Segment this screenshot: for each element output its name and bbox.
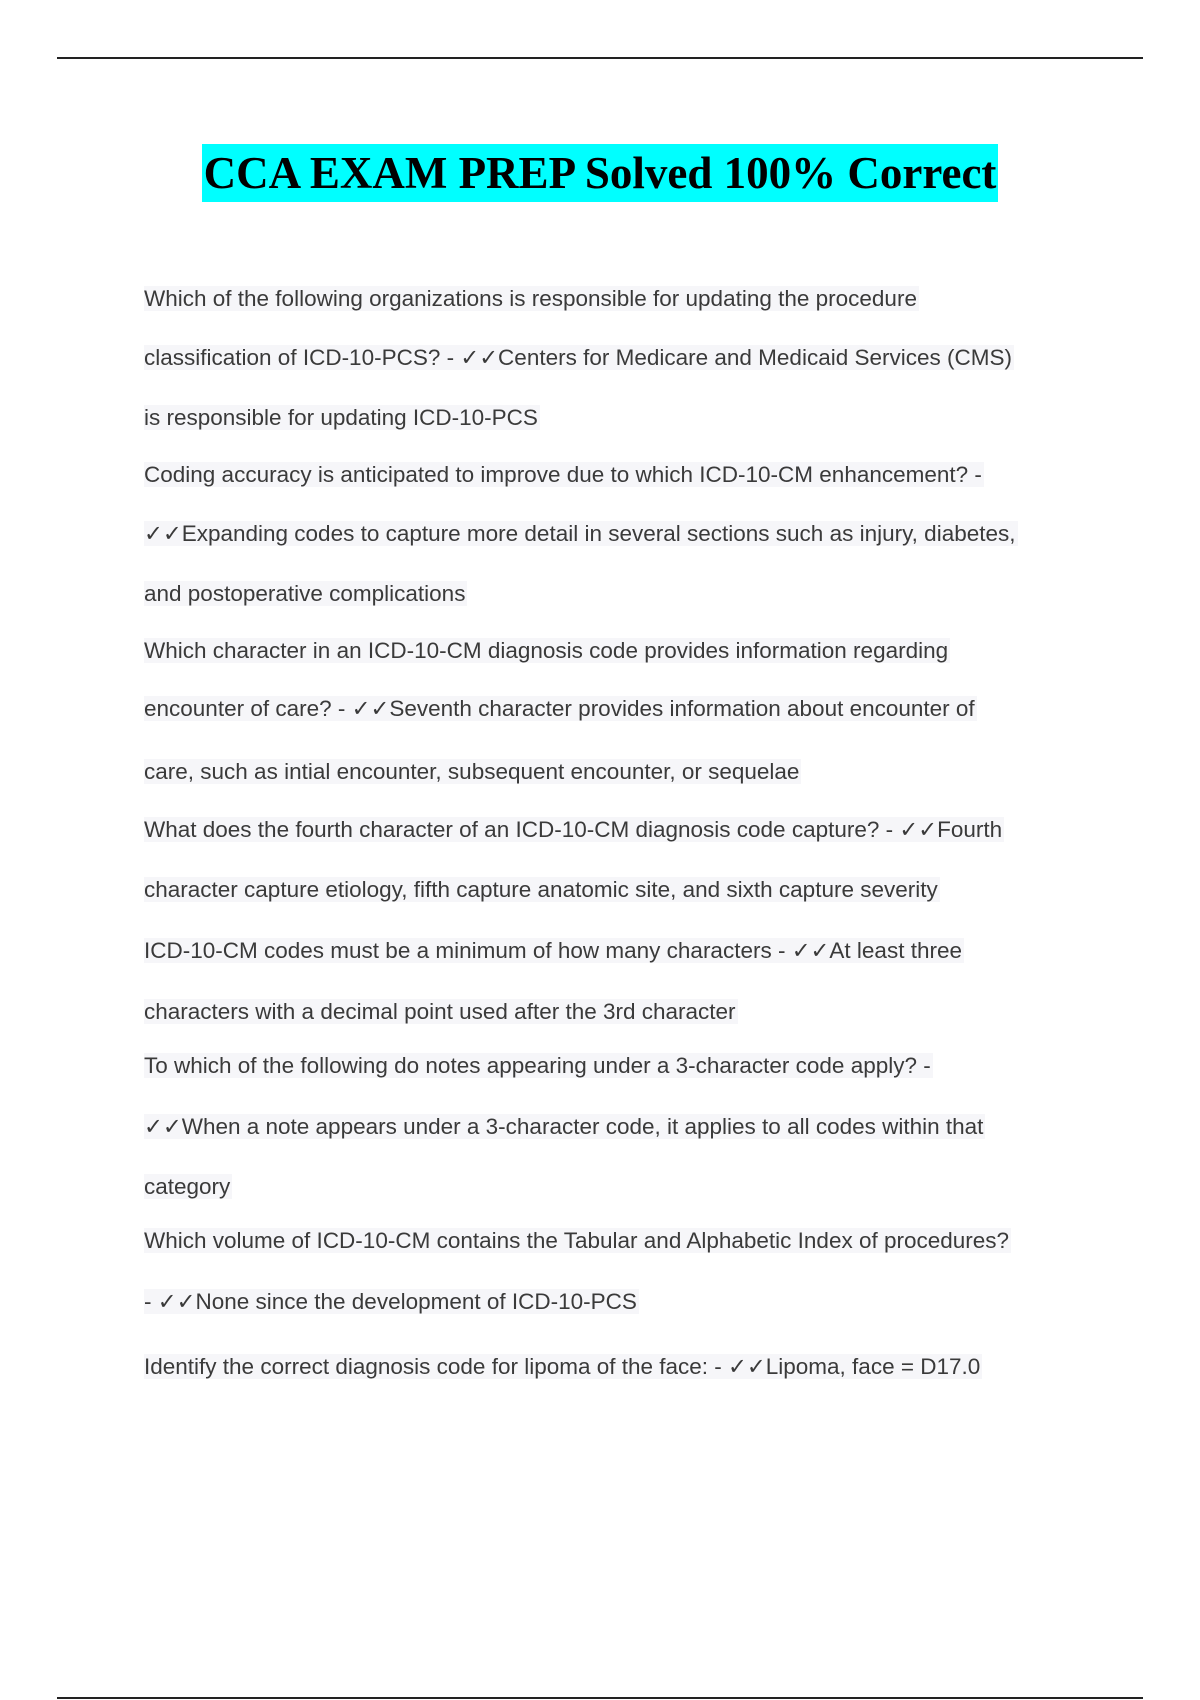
text-line: Coding accuracy is anticipated to improve due to which ICD-10-CM enhancement? - <box>144 462 982 487</box>
text-line: Which of the following organizations is responsible for updating the procedure <box>144 286 917 311</box>
text-line: Which character in an ICD-10-CM diagnosis code provides information regarding <box>144 638 949 663</box>
text-line: characters with a decimal point used after the 3rd character <box>144 999 736 1024</box>
text-line: ✓✓Expanding codes to capture more detail in several sections such as injury, diabetes, <box>144 521 1016 546</box>
text-line: Which volume of ICD-10-CM contains the Tabular and Alphabetic Index of procedures? <box>144 1228 1010 1253</box>
text-line: character capture etiology, fifth capture anatomic site, and sixth capture severity <box>144 877 938 902</box>
text-line: and postoperative complications <box>144 581 466 606</box>
text-line: encounter of care? - ✓✓Seventh character provides information about encounter of <box>144 696 975 721</box>
text-line: is responsible for updating ICD-10-PCS <box>144 405 538 430</box>
document-title: CCA EXAM PREP Solved 100% Correct <box>202 144 999 202</box>
text-line: ✓✓When a note appears under a 3-character code, it applies to all codes within that <box>144 1114 984 1139</box>
text-line: category <box>144 1174 231 1199</box>
text-line: To which of the following do notes appearing under a 3-character code apply? - <box>144 1053 931 1078</box>
text-line: ICD-10-CM codes must be a minimum of how many characters - ✓✓At least three <box>144 938 962 963</box>
text-line: - ✓✓None since the development of ICD-10-PCS <box>144 1289 637 1314</box>
text-line: Identify the correct diagnosis code for lipoma of the face: - ✓✓Lipoma, face = D17.0 <box>144 1354 981 1379</box>
text-line: What does the fourth character of an ICD-10-CM diagnosis code capture? - ✓✓Fourth <box>144 817 1003 842</box>
text-line: classification of ICD-10-PCS? - ✓✓Centers for Medicare and Medicaid Services (CMS) <box>144 345 1012 370</box>
bottom-rule <box>57 1697 1143 1699</box>
text-line: care, such as intial encounter, subsequent encounter, or sequelae <box>144 759 800 784</box>
